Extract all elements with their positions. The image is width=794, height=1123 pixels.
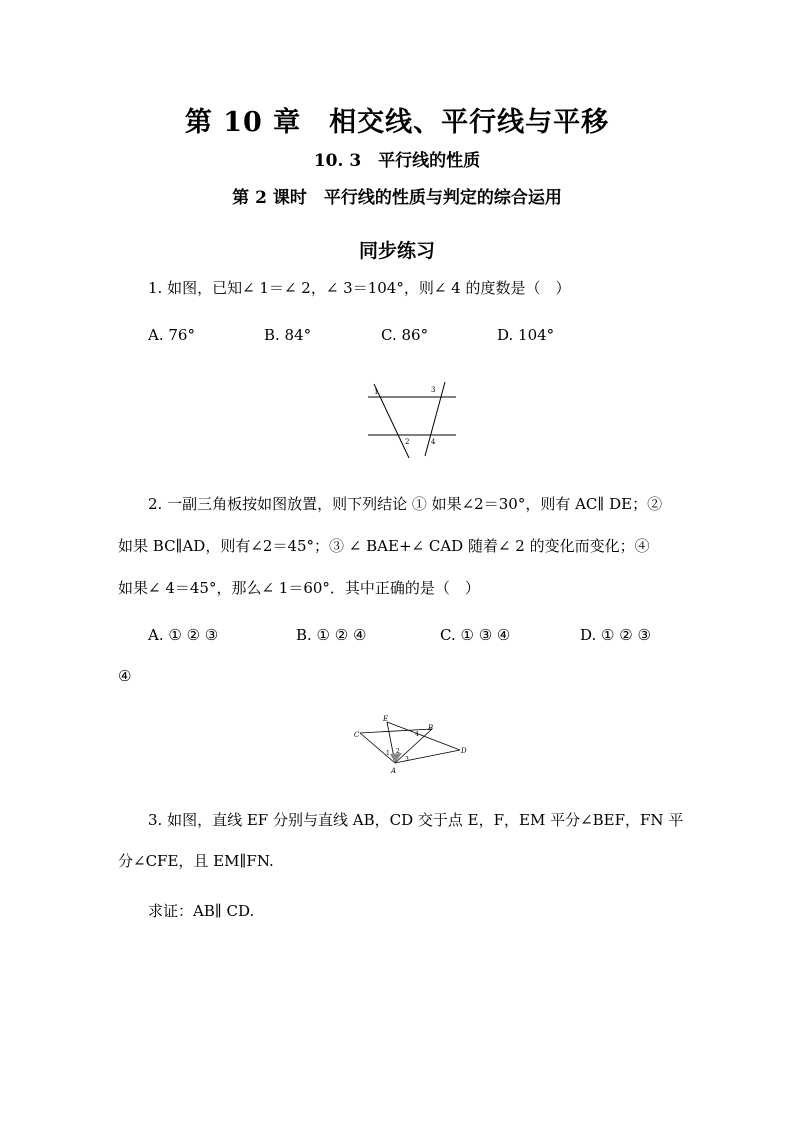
q1-label-1: 1: [374, 388, 379, 396]
q2-segment-cb: [360, 729, 432, 733]
chapter-title: 第 10 章 相交线、平行线与平移: [184, 107, 610, 138]
lesson-title: 第 2 课时 平行线的性质与判定的综合运用: [232, 188, 562, 208]
q2-label-b: B: [428, 724, 434, 732]
q2-option-d: D. ① ② ③: [580, 626, 651, 644]
q2-option-b: B. ① ② ④: [296, 626, 367, 644]
q2-label-c: C: [354, 731, 360, 739]
q2-label-e: E: [383, 715, 389, 723]
q1-option-c: C. 86°: [381, 326, 429, 344]
q2-label-4: 4: [415, 731, 419, 738]
q2-segment-ab: [395, 729, 432, 763]
q1-option-b: B. 84°: [264, 326, 312, 344]
q1-figure: [360, 378, 460, 460]
q2-line-3: 如果∠ 4＝45°，那么∠ 1＝60°．其中正确的是（ ）: [118, 579, 480, 597]
q3-proof-prompt: 求证：AB∥ CD.: [148, 902, 255, 920]
q1-stem: 1. 如图，已知∠ 1＝∠ 2，∠ 3＝104°，则∠ 4 的度数是（ ）: [148, 279, 571, 297]
q2-label-d: D: [461, 747, 467, 755]
q2-option-a: A. ① ② ③: [148, 626, 219, 644]
q1-label-2: 2: [405, 438, 410, 446]
q1-option-a: A. 76°: [148, 326, 195, 344]
q2-segment-ed: [387, 722, 460, 750]
q1-label-4: 4: [431, 438, 436, 446]
practice-title: 同步练习: [358, 240, 435, 262]
q2-figure: [350, 713, 475, 778]
q1-label-3: 3: [431, 386, 436, 394]
q2-label-a: A: [391, 767, 397, 775]
q2-label-1: 1: [386, 750, 390, 757]
q2-label-3: 3: [405, 756, 409, 763]
q2-option-c: C. ① ③ ④: [440, 626, 511, 644]
q2-line-1: 2. 一副三角板按如图放置，则下列结论 ① 如果∠2＝30°，则有 AC∥ DE；②: [148, 495, 663, 513]
q1-transversal-left: [374, 384, 409, 458]
q2-label-2: 2: [396, 748, 400, 755]
q3-line-1: 3. 如图，直线 EF 分别与直线 AB，CD 交于点 E，F，EM 平分∠BEF，FN 平: [148, 811, 684, 829]
q3-line-2: 分∠CFE，且 EM∥FN.: [118, 852, 274, 870]
q2-line-2: 如果 BC∥AD，则有∠2＝45°；③ ∠ BAE+∠ CAD 随着∠ 2 的变化而变化；④: [118, 537, 650, 555]
section-title: 10. 3 平行线的性质: [313, 151, 481, 171]
q2-option-d-continued: ④: [118, 667, 132, 685]
q1-option-d: D. 104°: [497, 326, 555, 344]
